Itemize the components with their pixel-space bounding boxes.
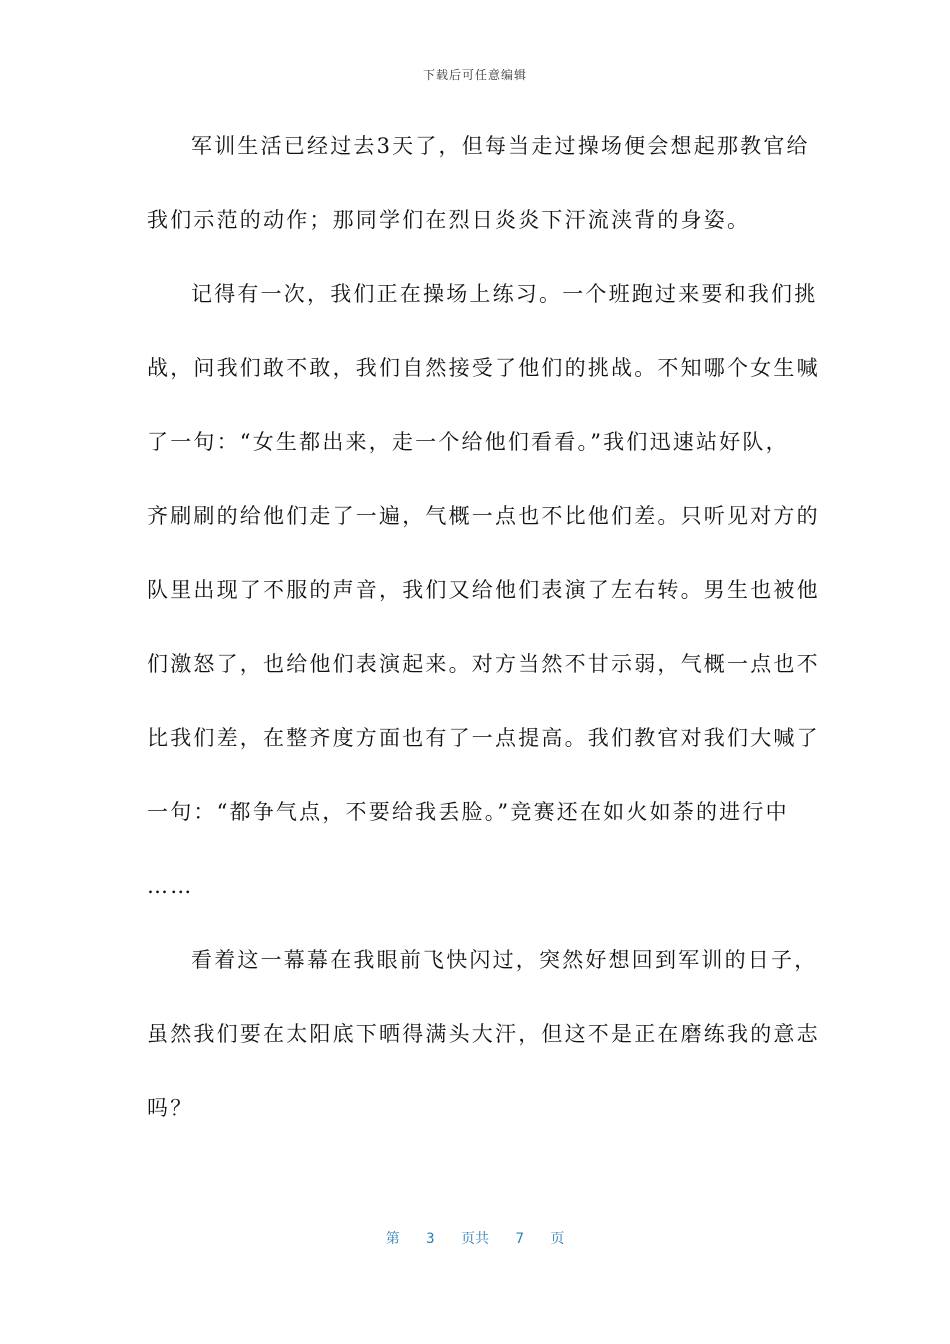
document-body <box>147 128 820 1164</box>
paragraph-line: 一句：“都争气点，不要给我丢脸。”竞赛还在如火如荼的进行中 <box>147 800 789 824</box>
paragraph-line: 了一句：“女生都出来，走一个给他们看看。”我们迅速站好队， <box>147 430 789 454</box>
paragraph-line: 们激怒了，也给他们表演起来。对方当然不甘示弱，气概一点也不 <box>147 652 820 676</box>
current-page-number: 3 <box>426 1231 435 1247</box>
paragraph-line: 记得有一次，我们正在操场上练习。一个班跑过来要和我们挑 <box>191 282 818 306</box>
footer-ye: 页 <box>550 1231 565 1247</box>
paragraph-line: 虽然我们要在太阳底下晒得满头大汗，但这不是正在磨练我的意志 <box>147 1022 820 1046</box>
paragraph-line: 看着这一幕幕在我眼前飞快闪过，突然好想回到军训的日子， <box>191 948 818 972</box>
paragraph-line: 战，问我们敢不敢，我们自然接受了他们的挑战。不知哪个女生喊 <box>147 356 820 380</box>
footer-ye-gong: 页共 <box>461 1231 489 1247</box>
paragraph-line: 吗？ <box>147 1096 194 1120</box>
page-footer <box>0 1228 950 1248</box>
paragraph-line: 我们示范的动作；那同学们在烈日炎炎下汗流浃背的身姿。 <box>147 208 751 232</box>
total-pages-number: 7 <box>515 1231 524 1247</box>
paragraph-line: 比我们差，在整齐度方面也有了一点提高。我们教官对我们大喊了 <box>147 726 820 750</box>
paragraph-line: 军训生活已经过去3天了，但每当走过操场便会想起那教官给 <box>191 134 810 158</box>
paragraph-line: 齐刷刷的给他们走了一遍，气概一点也不比他们差。只听见对方的 <box>147 504 820 528</box>
paragraph-line: …… <box>147 874 194 898</box>
page-header: 下载后可任意编辑 <box>422 68 527 82</box>
paragraph-line: 队里出现了不服的声音，我们又给他们表演了左右转。男生也被他 <box>147 578 820 602</box>
footer-di: 第 <box>385 1231 400 1247</box>
